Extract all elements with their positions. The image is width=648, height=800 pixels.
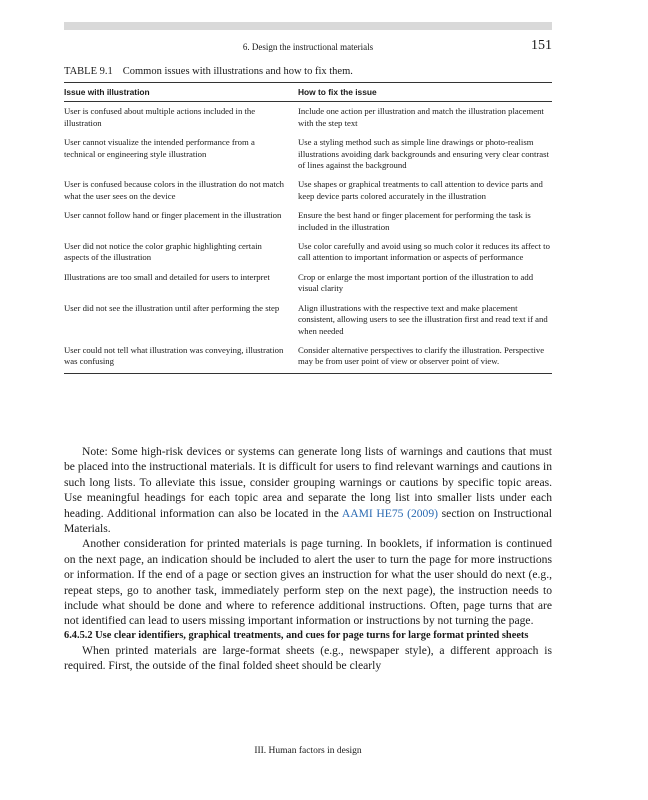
fix-cell: Use shapes or graphical treatments to call attention to device parts and keep device parts colored accurately in the illustration bbox=[298, 179, 543, 201]
table-row bbox=[64, 268, 552, 299]
fix-cell: Consider alternative perspectives to clarify the illustration. Perspective may be from user point of view or observer point of view. bbox=[294, 341, 552, 373]
fix-cell: Ensure the best hand or finger placement for performing the task is included in the illustration bbox=[298, 210, 531, 232]
fix-cell: Use a styling method such as simple line drawings or photo-realism illustrations avoiding dark backgrounds and ensuring very clear contrast of lines against the background bbox=[298, 137, 549, 171]
fix-cell: Crop or enlarge the most important portion of the illustration to add visual clarity bbox=[298, 271, 534, 294]
running-title: 6. Design the instructional materials bbox=[242, 42, 374, 52]
table-caption-text: Common issues with illustrations and how to fix them. bbox=[122, 66, 353, 77]
table-row bbox=[64, 175, 552, 206]
paragraph-warnings-text: Note: Some high-risk devices or systems can generate long lists of warnings and cautions that must be placed into the instructional materials. It is difficult for users to find relevant warnings and cautions in such long lists. To alleviate this issue, consider grouping warnings or cautions by specific topic areas. Use meaningful headings for each topic area and separate the long list into smaller lists under each heading. Additional information can also be located in the bbox=[64, 445, 552, 520]
paragraph-page-turning: Another consideration for printed materials is page turning. In booklets, if information is continued on the next page, an indication should be included to alert the user to turn the page for more instructions or information. If the end of a page or section gives an instruction for what the user should do next (e.g., repeat steps, go to another task, immediately perform step on the next page), the instruction needs to include what should be done and where to reference additional instructions. Often, page turns that are not identified can lead to users missing important information or instructions by not turning the page. bbox=[64, 537, 552, 628]
table-row bbox=[64, 102, 552, 133]
issue-cell: Illustrations are too small and detailed for users to interpret bbox=[64, 271, 270, 282]
fix-cell: Use color carefully and avoid using so much color it reduces its affect to call attention to important information or aspects of performance bbox=[298, 241, 550, 263]
aami-reference-link[interactable]: AAMI HE75 (2009) bbox=[341, 506, 439, 520]
table-row bbox=[64, 133, 552, 175]
table-row bbox=[64, 341, 552, 373]
issue-cell: User could not tell what illustration was conveying, illustration was confusing bbox=[64, 341, 294, 373]
table-row bbox=[64, 206, 552, 237]
section-heading: 6.4.5.2 Use clear identifiers, graphical treatments, and cues for page turns for large format printed sheets bbox=[64, 629, 529, 641]
header-bar bbox=[64, 22, 552, 30]
page-number: 151 bbox=[531, 38, 552, 53]
table-header-row bbox=[64, 83, 552, 102]
issue-cell: User is confused about multiple actions included in the illustration bbox=[64, 106, 256, 128]
table-row bbox=[64, 299, 552, 341]
illustration-issues-table bbox=[64, 82, 552, 374]
body-text bbox=[64, 444, 552, 674]
column-header-issue: Issue with illustration bbox=[64, 83, 294, 102]
fix-cell: Align illustrations with the respective text and make placement consistent, allowing users to see the illustration first and read text if and when needed bbox=[298, 302, 548, 336]
table-caption bbox=[64, 66, 552, 77]
issue-cell: User did not see the illustration until after performing the step bbox=[64, 302, 280, 313]
issue-cell: User did not notice the color graphic highlighting certain aspects of the illustration bbox=[64, 241, 262, 263]
issue-cell: User cannot follow hand or finger placement in the illustration bbox=[64, 210, 282, 221]
table-row bbox=[64, 237, 552, 268]
running-head bbox=[64, 38, 552, 56]
table-label: TABLE 9.1 bbox=[64, 66, 113, 77]
issue-cell: User is confused because colors in the illustration do not match what the user sees on the device bbox=[64, 179, 285, 201]
paragraph-large-format: When printed materials are large-format sheets (e.g., newspaper style), a different approach is required. First, the outside of the final folded sheet should be clearly bbox=[64, 643, 552, 673]
fix-cell: Include one action per illustration and match the illustration placement with the step text bbox=[298, 106, 544, 128]
footer: III. Human factors in design bbox=[254, 746, 362, 756]
issue-cell: User cannot visualize the intended performance from a technical or engineering style illustration bbox=[64, 137, 255, 159]
paragraph-warnings-tail: section on Instructional Materials. bbox=[64, 506, 552, 536]
paragraph-warnings bbox=[64, 444, 552, 536]
column-header-fix: How to fix the issue bbox=[294, 83, 552, 102]
